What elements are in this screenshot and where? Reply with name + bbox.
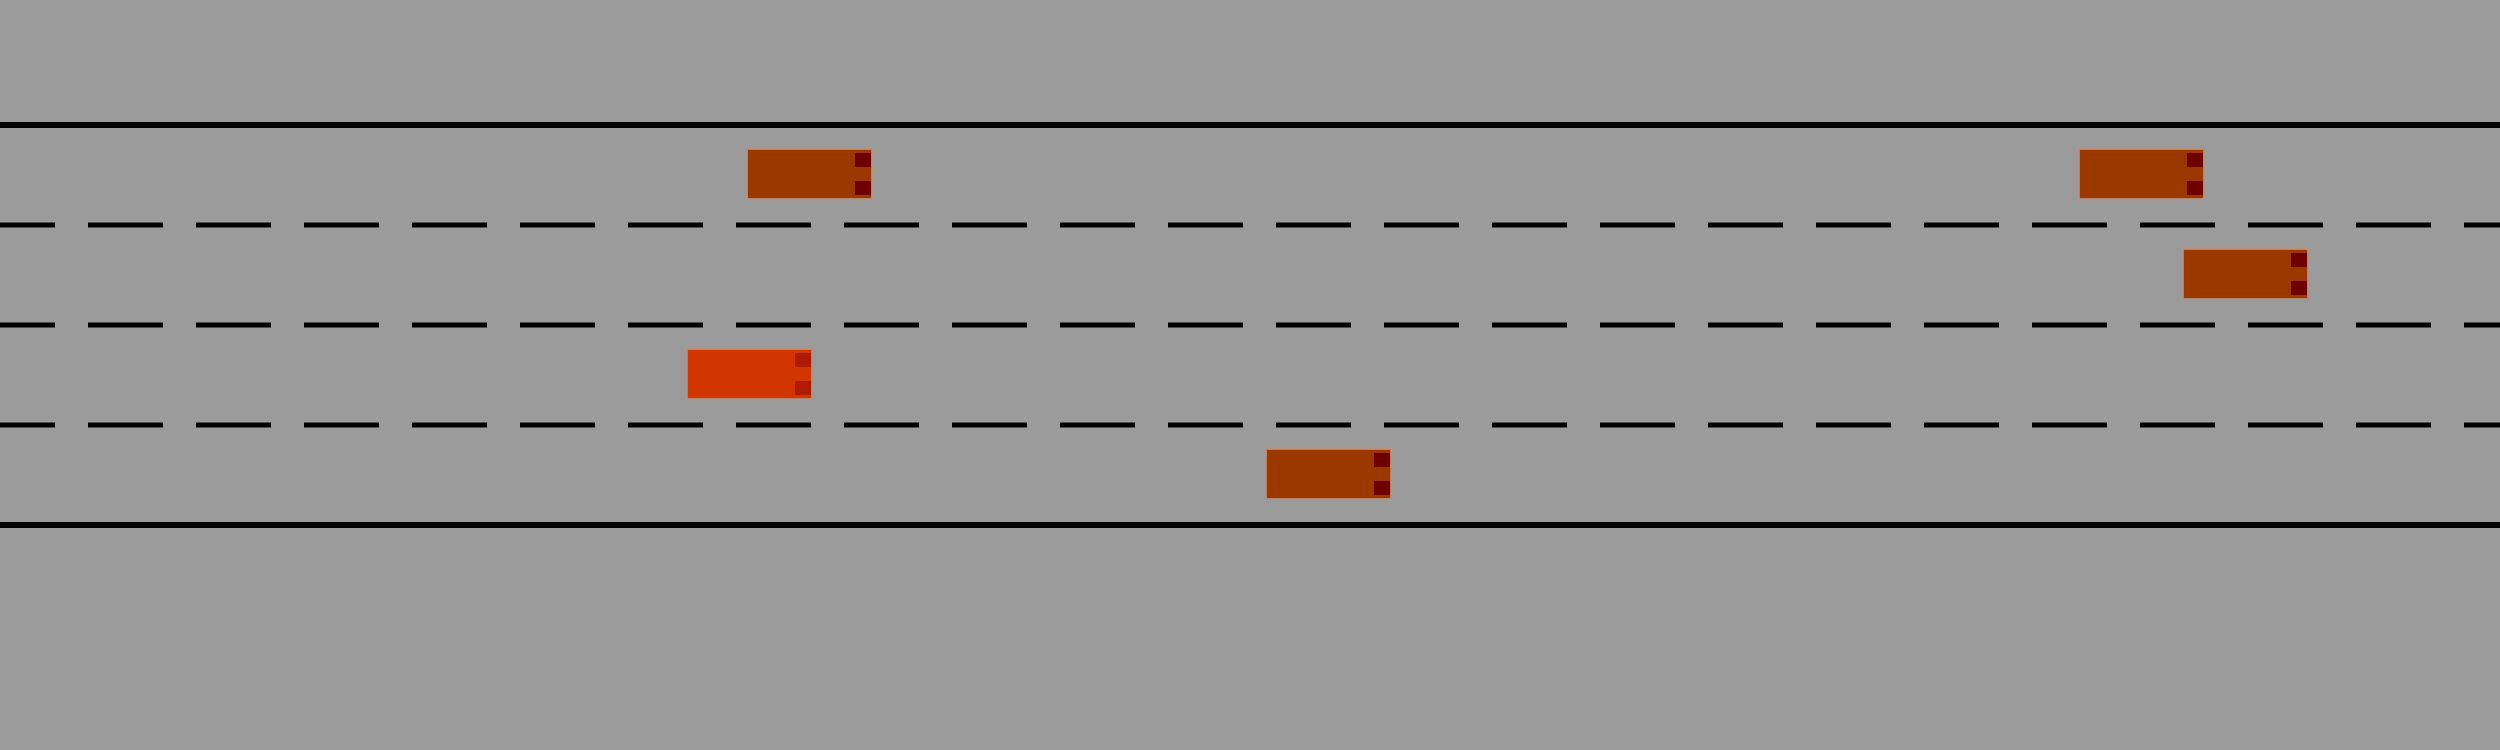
tail-light — [855, 181, 871, 195]
tail-light — [1374, 453, 1390, 467]
tail-light — [2291, 253, 2307, 267]
tail-light — [1374, 481, 1390, 495]
tail-light — [795, 353, 811, 367]
vehicle-lane2-a — [2183, 249, 2308, 299]
tail-light — [2187, 181, 2203, 195]
tail-light — [2187, 153, 2203, 167]
vehicle-lane1-a — [747, 149, 872, 199]
vehicle-lane1-b — [2079, 149, 2204, 199]
vehicle-lane4-a — [1266, 449, 1391, 499]
tail-light — [795, 381, 811, 395]
tail-light — [855, 153, 871, 167]
ego-vehicle — [687, 349, 812, 399]
tail-light — [2291, 281, 2307, 295]
